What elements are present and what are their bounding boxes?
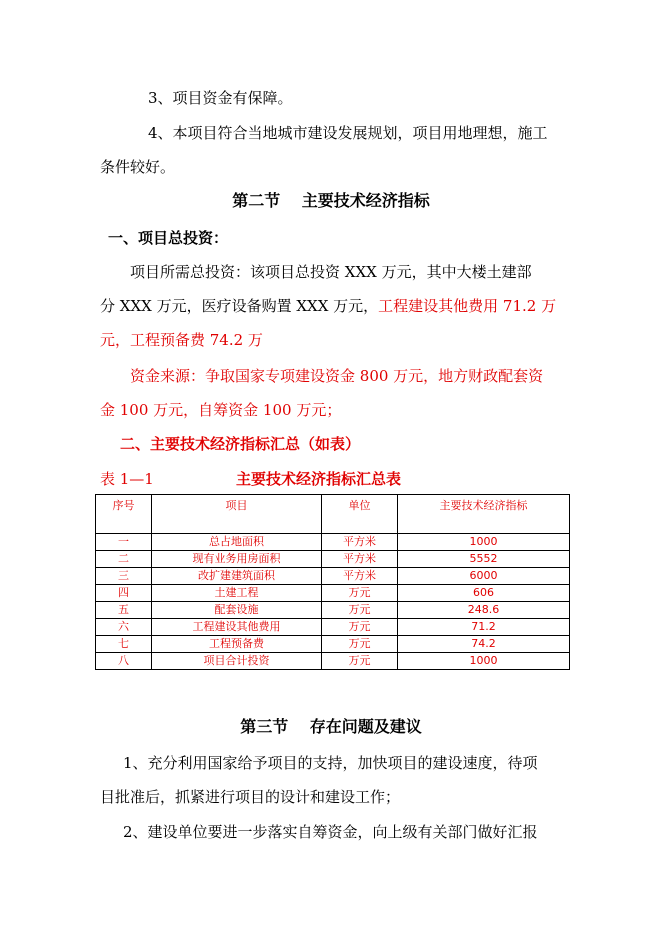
cell-item: 工程建设其他费用 [152, 619, 322, 636]
suggestion-1-line-2: 目批准后，抓紧进行项目的设计和建设工作； [100, 788, 401, 806]
cell-value: 5552 [398, 551, 570, 568]
cell-index: 二 [96, 551, 152, 568]
cell-index: 七 [96, 636, 152, 653]
table-row [96, 619, 570, 636]
table-row [96, 534, 570, 551]
cell-unit: 万元 [322, 636, 398, 653]
section-2-title: 第二节 主要技术经济指标 [232, 191, 430, 210]
cell-value: 248.6 [398, 602, 570, 619]
cell-value: 1000 [398, 653, 570, 670]
cell-item: 现有业务用房面积 [152, 551, 322, 568]
cell-item: 工程预备费 [152, 636, 322, 653]
table-row [96, 602, 570, 619]
header-unit: 单位 [322, 495, 398, 534]
cell-value: 71.2 [398, 619, 570, 636]
cell-unit: 平方米 [322, 568, 398, 585]
table-header-row [96, 495, 570, 534]
table-row [96, 636, 570, 653]
cell-item: 总占地面积 [152, 534, 322, 551]
cell-index: 三 [96, 568, 152, 585]
funding-source-line-1: 资金来源：争取国家专项建设资金 800 万元，地方财政配套资 [130, 367, 544, 385]
suggestion-1-line-1: 1、充分利用国家给予项目的支持，加快项目的建设速度，待项 [123, 754, 538, 772]
header-indicator: 主要技术经济指标 [398, 495, 570, 534]
paragraph-item-4: 4、本项目符合当地城市建设发展规划，项目用地理想，施工 [148, 124, 548, 142]
cell-index: 六 [96, 619, 152, 636]
cell-index: 八 [96, 653, 152, 670]
cell-unit: 万元 [322, 602, 398, 619]
funding-source-line-2: 金 100 万元，自筹资金 100 万元； [100, 401, 342, 419]
table-row [96, 653, 570, 670]
paragraph-item-3: 3、项目资金有保障。 [148, 89, 293, 107]
investment-text-black: 分 XXX 万元，医疗设备购置 XXX 万元， [100, 297, 379, 315]
investment-text-line-2 [100, 296, 556, 316]
table-row [96, 551, 570, 568]
cell-unit: 万元 [322, 585, 398, 602]
table-label: 表 1—1 [100, 470, 154, 488]
table-row [96, 568, 570, 585]
heading-total-investment: 一、项目总投资： [108, 229, 229, 247]
cell-item: 项目合计投资 [152, 653, 322, 670]
cell-value: 1000 [398, 534, 570, 551]
header-index: 序号 [96, 495, 152, 534]
cell-value: 6000 [398, 568, 570, 585]
investment-text-red: 工程建设其他费用 71.2 万 [378, 297, 557, 315]
table-row [96, 585, 570, 602]
cell-item: 改扩建建筑面积 [152, 568, 322, 585]
heading-indicators-summary: 二、主要技术经济指标汇总（如表） [120, 435, 361, 453]
cell-index: 四 [96, 585, 152, 602]
suggestion-2-line-1: 2、建设单位要进一步落实自筹资金，向上级有关部门做好汇报 [123, 823, 538, 841]
cell-item: 配套设施 [152, 602, 322, 619]
table-title: 主要技术经济指标汇总表 [236, 470, 402, 488]
cell-value: 606 [398, 585, 570, 602]
cell-index: 五 [96, 602, 152, 619]
cell-unit: 万元 [322, 653, 398, 670]
cell-unit: 平方米 [322, 551, 398, 568]
investment-text-line-3: 元，工程预备费 74.2 万 [100, 331, 263, 349]
cell-value: 74.2 [398, 636, 570, 653]
section-3-title: 第三节 存在问题及建议 [240, 717, 422, 736]
cell-unit: 万元 [322, 619, 398, 636]
cell-item: 土建工程 [152, 585, 322, 602]
header-item: 项目 [152, 495, 322, 534]
investment-text-line-1: 项目所需总投资：该项目总投资 XXX 万元，其中大楼土建部 [130, 263, 532, 281]
cell-index: 一 [96, 534, 152, 551]
indicators-table [95, 494, 570, 670]
paragraph-item-4-cont: 条件较好。 [100, 158, 176, 176]
cell-unit: 平方米 [322, 534, 398, 551]
